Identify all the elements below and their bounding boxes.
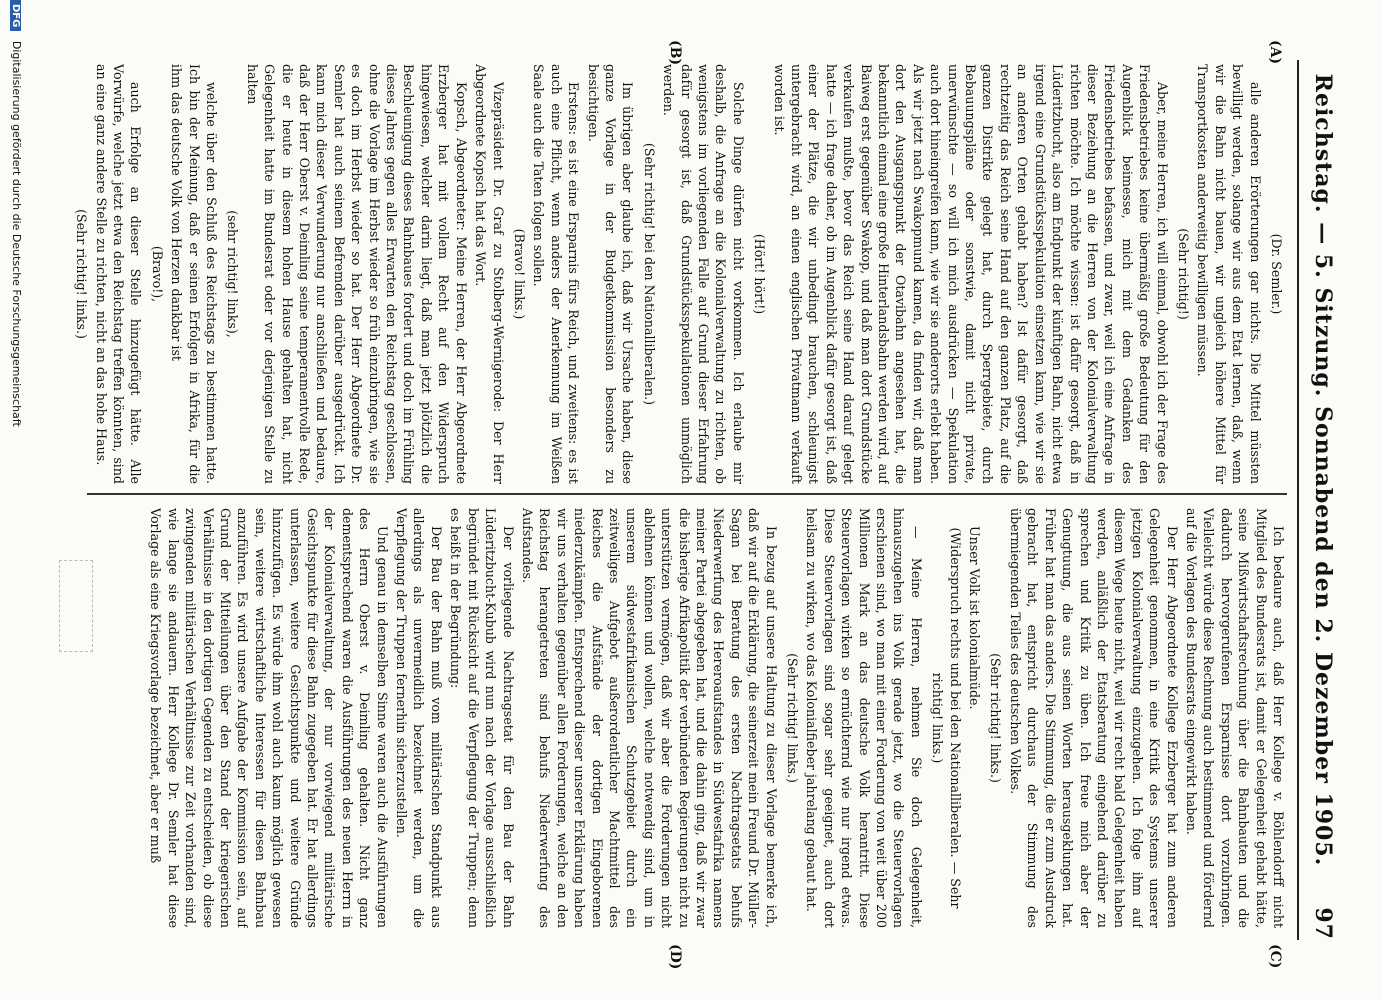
- interjection: (Dr. Semler.): [1269, 233, 1284, 315]
- paragraph: Unser Volk ist kolonialmüde.: [967, 526, 983, 710]
- page-header: [1303, 60, 1343, 940]
- margin-marker-a: (A): [1267, 40, 1283, 65]
- dfg-logo: DFG: [10, 0, 21, 31]
- interjection: (Sehr richtig! links.): [74, 209, 90, 339]
- margin-marker-c: (C): [1267, 944, 1283, 969]
- paragraph: Der Bau der Bahn muß vom militärischen Standpunkt aus allerdings als unvermeidlich bezeichnet werden, um die Verpflegung der Truppen fernerhin sicherzustellen.: [394, 508, 444, 928]
- paragraph: In bezug auf unsere Haltung zu dieser Vorlage bemerke ich, daß wir auf die Erklärung, die seinerzeit mein Freund Dr. Müller-Sagan bei Beratung des ersten Nachtragsetats behufs Niederwerfung des Hereroaufstandes in Südwestafrika namens meiner Partei abgegeben hat, und die dahin ging, daß wir zwar die bisherige Afrikapolitik der verbündeten Regierungen nicht zu unterstützen vermögen, daß wir aber die Forderungen nicht ablehnen können und wollen, welche notwendig sind, um in unserem südwestafrikanischen Schutzgebiet durch ein zeitweiliges Aufgebot außerordentlicher Machtmittel des Reiches die Aufstände der dortigen Eingeborenen niederzukämpfen. Entsprechend dieser unserer Erklärung haben wir uns verhalten gegenüber allen Forderungen, welche an den Reichstag herangetreten sind behufs Niederwerfung des Aufstandes.: [519, 508, 779, 928]
- paragraph: Vizepräsident Dr. Graf zu Stolberg-Wernigerode: Der Herr Abgeordnete Kopsch hat das Wort.: [473, 64, 506, 484]
- paragraph: — Meine Herren, nehmen Sie doch Gelegenheit, hinauszugehen ins Volk gerade jetzt, wo die Steuervorlagen erschienen sind, wo man mit einer Forderung von weit über 200 Millionen Mark an das deutsche Volk herantritt. Diese Steuervorlagen wirken so ernüchternd wie nur irgend etwas. Diese Steuervorlagen sind sogar sehr geeignet, auch dort heilsam zu wirken, wo das Kolonialfieber jahrelang gebaut hat.: [804, 508, 924, 928]
- paragraph: welche über den Schluß des Reichstags zu bestimmen hatte. Ich bin der Meinung, daß er seinen Erfolgen in Afrika, für die ihm das deutsche Volk von Herzen dankbar ist: [169, 64, 220, 484]
- header-title: Reichstag. — 5. Sitzung. Sonnabend den 2. Dezember 1905.: [1310, 73, 1336, 867]
- library-stamp: [59, 560, 93, 652]
- paragraph: Aber, meine Herren, ich will einmal, obwohl ich der Frage des Friedensbetriebes keine übermäßig große Bedeutung für den Augenblick beimesse, mich mit dem Gedanken des Friedensbetriebes befassen, und zwar, weil ich eine Anfrage in dieser Beziehung an die Herren von der Kolonialverwaltung richten möchte. Ich möchte wissen: ist dafür gesorgt, daß in Lüderitzbucht, also am Endpunkt der künftigen Bahn, nicht etwa irgend eine Grundstücksspekulation einsetzen kann, wie wir sie an anderen Orten gehabt haben? Ist dafür gesorgt, daß rechtzeitig das Reich seine Hand auf den ganzen Platz, auf die ganzen Distrikte gelegt hat, durch Sperrgebiete, durch Bebauungspläne oder sonstwie, damit nicht private, unerwünschte — so will ich mich ausdrücken — Spekulation auch dort hineingreifen kann, wie wir sie anderorts erlebt haben. Als wir jetzt nach Swakopmund kamen, da finden wir, daß man dort den Ausgangspunkt der Otavibahn angesehen hat, die bekanntlich einmal eine große Hinterlandsbahn werden wird, auf Baiweg erst gegenüber Swakop, und daß man dort Grundstücke verkaufen mußte, bevor das Reich seine Hand darauf gelegt hatte — ich frage daher, ob im Augenblick dafür gesorgt ist, daß einer der Plätze, die wir unbedingt brauchen, schleunigst untergebracht wird, an einen englischen Privatmann verkauft worden ist.: [771, 64, 1170, 484]
- margin-marker-d: (D): [667, 944, 683, 970]
- interjection: (Sehr richtig!): [1175, 228, 1191, 320]
- paragraph: Kopsch, Abgeordneter: Meine Herren, der Herr Abgeordnete Erzberger hat mit vollem Recht auf den Widerspruch hingewiesen, welcher darin liegt, daß man jetzt plötzlich die Beschleunigung dieses Bahnbaues fordert und doch im Frühling dieses Jahres gegen alles Erwarten den Reichstag geschlossen, ohne die Vorlage im Herbst wieder so früh einzubringen, wie sie es doch im Herbst wieder so hat. Der Herr Abgeordnete Dr. Semler hat auch seinem Befremden darüber ausgedrückt. Ich kann mich dieser Verwunderung nur anschließen und bedaure, daß der Herr Oberst v. Deimling seine temperamentvolle Rede, die er heute in diesem hohen Hause gehalten hat, nicht Gelegenheit hatte im Bundesrat oder vor derjenigen Stelle zu halten: [244, 64, 469, 484]
- paragraph: alle anderen Erörterungen gar nichts. Die Mittel müssten bewilligt werden, solange wir aus dem Etat lernen, daß, wenn wir die Bahn nicht bauen, wir ungleich höhere Mittel für Transportkosten anderweitig bewilligen müssen.: [1195, 64, 1263, 484]
- paragraph: Ich bedaure auch, daß Herr Kollege v. Böhlendorff nicht Mitglied des Bundesrats ist, damit er Gelegenheit gehabt hätte, seine Mißwirtschaftsrechnung über die Bahnbauten und die dadurch hervorgerufenen Ersparnisse dort vorzubringen. Vielleicht würde diese Rechnung auch bestimmend und fördernd auf die Vorlagen des Bundesrats eingewirkt haben.: [1183, 508, 1286, 928]
- interjection: (Bravo!),: [149, 245, 165, 303]
- paragraph: Solche Dinge dürfen nicht vorkommen. Ich erlaube mir deshalb, die Anfrage an die Kolonialverwaltung zu richten, ob wenigstens im vorliegenden Falle auf Grund dieser Erfahrung dafür gesorgt ist, daß Grundstücksspekulationen unmöglich werden.: [661, 64, 746, 484]
- left-column: [67, 64, 1287, 484]
- header-rule: [1297, 60, 1299, 940]
- paragraph: Und genau in demselben Sinne waren auch die Ausführungen des Herrn Oberst v. Deimling gehalten. Nicht ganz dementsprechend waren die Ausführungen des neuen Herrn in der Kolonialverwaltung, der nur vorwiegend militärische Gesichtspunkte für diese Bahn zugegeben hat. Er hat allerdings unterlassen, weitere Gesichtspunkte und weitere Gründe hinzuzufügen. Es würde ihm wohl auch kaum möglich gewesen sein, weitere wirtschaftliche Interessen für diesen Bahnbau anzuführen. Es wird unsere Aufgabe der Kommission sein, auf Grund der Mitteilungen über den Stand der kriegerischen Verhältnisse in den dortigen Gegenden zu entscheiden, ob diese zwingenden militärischen Verhältnisse zur Zeit vorhanden sind, wie lange sie andauern. Herr Kollege Dr. Semler hat diese Vorlage als eine Kriegsvorlage bezeichnet, aber er muß: [148, 508, 390, 928]
- interjection: (Sehr richtig! bei den Nationalliberalen.): [641, 142, 657, 406]
- paragraph: Erstens: es ist eine Ersparnis fürs Reich, und zweitens: es ist auch eine Pflicht, wenn anders der Anerkennung im Weißen Saale auch die Taten folgen sollen.: [531, 64, 582, 484]
- page-number: 97: [1310, 907, 1336, 940]
- interjection: (sehr richtig! links),: [225, 210, 241, 338]
- paragraph: Im übrigen aber glaube ich, daß wir Ursache haben, diese ganze Vorlage in der Budgetkommission besonders zu besichtigen.: [585, 64, 636, 484]
- column-divider: [87, 493, 1287, 495]
- right-column: [67, 508, 1287, 928]
- interjection: (Bravo! links.): [511, 228, 527, 320]
- interjection: (Hört! hört!): [752, 233, 768, 315]
- interjection: (Widerspruch rechts und bei den Nationalliberalen. — Sehr richtig! links.): [930, 527, 963, 909]
- margin-marker-b: (B): [667, 40, 683, 66]
- digitization-credit: [10, 0, 23, 1000]
- paragraph: Der Herr Abgeordnete Kollege Erzberger hat zum anderen Gelegenheit genommen, in eine Kritik des Systems unserer jetzigen Kolonialverwaltung einzugehen. Ich folge ihm auf diesem Wege heute nicht, weil wir recht bald Gelegenheit haben werden, anläßlich der Etatsberatung eingehend darüber zu sprechen und Kritik zu üben. Ich freue mich aber der Genugtuung, die aus seinen Worten herausgeklungen hat. Früher hat man das anders. Die Stimmung, die er zum Ausdruck gebracht hat, entspricht durchaus der Stimmung des übermiegenden Teiles des deutschen Volkes.: [1007, 508, 1180, 928]
- paragraph: auch Erfolge an dieser Stelle hinzugefügt hätte. Alle Vorwürfe, welche jetzt etwa den Reichstag treffen könnten, sind an eine ganz andere Stelle zu richten, nicht an das hohe Haus.: [93, 64, 144, 484]
- interjection: (Sehr richtig! links.): [988, 653, 1004, 783]
- credit-text: Digitalisierung gefördert durch die Deutsche Forschungsgemeinschaft: [10, 40, 23, 427]
- interjection: (Sehr richtig! links.): [785, 653, 801, 783]
- paragraph: Der vorliegende Nachtragsetat für den Bau der Bahn Lüderitzbucht-Kubub wird nun nach der Vorlage ausschließlich begründet mit Rücksicht auf die Verpflegung der Truppen; denn es heißt in der Begründung:: [448, 508, 516, 928]
